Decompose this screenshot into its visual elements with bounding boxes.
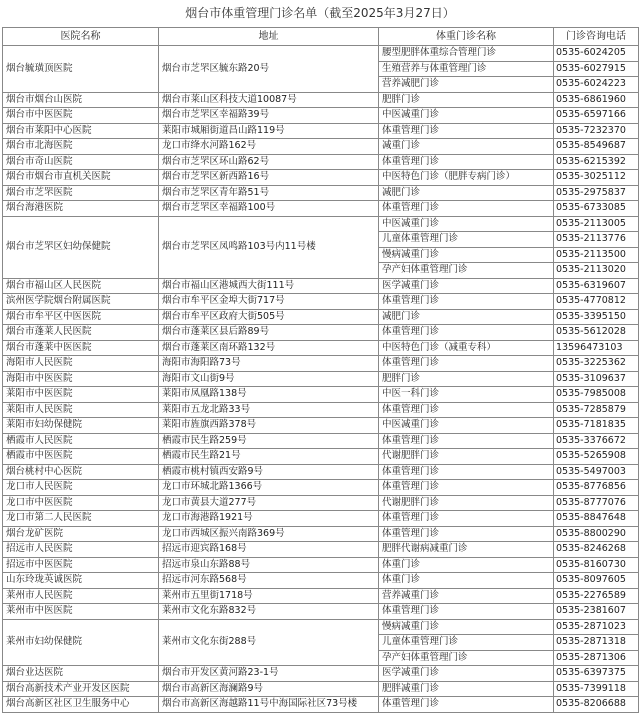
hospital-name: 烟台毓璜顶医院	[3, 46, 159, 93]
hospital-name: 烟台市蓬莱人民医院	[3, 325, 159, 341]
hospital-address: 莱州市文化东街288号	[159, 619, 379, 666]
clinic-name: 体重管理门诊	[379, 480, 554, 496]
clinic-name: 肥胖代谢病减重门诊	[379, 542, 554, 558]
clinic-phone: 0535-2381607	[554, 604, 639, 620]
clinic-phone: 0535-3225362	[554, 356, 639, 372]
clinic-phone: 0535-2113776	[554, 232, 639, 248]
table-row	[3, 46, 639, 62]
clinic-table	[2, 27, 639, 713]
page-title: 烟台市体重管理门诊名单（截至2025年3月27日）	[185, 6, 455, 20]
hospital-name: 烟台市福山区人民医院	[3, 278, 159, 294]
hospital-name: 烟台市奇山医院	[3, 154, 159, 170]
clinic-name: 减重门诊	[379, 139, 554, 155]
clinic-phone: 0535-6024223	[554, 77, 639, 93]
clinic-phone: 0535-8246268	[554, 542, 639, 558]
clinic-phone: 0535-8777076	[554, 495, 639, 511]
table-row	[3, 278, 639, 294]
table-row	[3, 418, 639, 434]
clinic-phone: 0535-7285879	[554, 402, 639, 418]
clinic-phone: 0535-6215392	[554, 154, 639, 170]
clinic-phone: 0535-2276589	[554, 588, 639, 604]
clinic-name: 体重管理门诊	[379, 325, 554, 341]
table-header-row	[3, 28, 639, 46]
clinic-phone: 0535-6027915	[554, 61, 639, 77]
clinic-phone: 0535-7232370	[554, 123, 639, 139]
table-row	[3, 433, 639, 449]
clinic-phone: 0535-2871023	[554, 619, 639, 635]
hospital-name: 龙口市中医医院	[3, 495, 159, 511]
clinic-name: 中医一科门诊	[379, 387, 554, 403]
table-row	[3, 511, 639, 527]
hospital-name: 烟台市烟台市直机关医院	[3, 170, 159, 186]
clinic-phone: 0535-8776856	[554, 480, 639, 496]
clinic-phone: 0535-2975837	[554, 185, 639, 201]
hospital-address: 烟台市牟平区金埠大街717号	[159, 294, 379, 310]
table-row	[3, 309, 639, 325]
table-row	[3, 666, 639, 682]
clinic-name: 减肥门诊	[379, 185, 554, 201]
clinic-phone: 0535-2113020	[554, 263, 639, 279]
hospital-address: 烟台市芝罘区新西路16号	[159, 170, 379, 186]
hospital-address: 烟台市芝罘区毓东路20号	[159, 46, 379, 93]
clinic-name: 中医减重门诊	[379, 108, 554, 124]
clinic-phone: 0535-6319607	[554, 278, 639, 294]
hospital-name: 莱阳市中医医院	[3, 387, 159, 403]
hospital-name: 莱州市人民医院	[3, 588, 159, 604]
hospital-address: 招远市泉山东路88号	[159, 557, 379, 573]
clinic-phone: 0535-5612028	[554, 325, 639, 341]
clinic-name: 体重管理门诊	[379, 294, 554, 310]
hospital-address: 龙口市海港路1921号	[159, 511, 379, 527]
table-row	[3, 216, 639, 232]
table-row	[3, 449, 639, 465]
table-row	[3, 681, 639, 697]
hospital-name: 莱州市妇幼保健院	[3, 619, 159, 666]
clinic-phone: 0535-6597166	[554, 108, 639, 124]
hospital-name: 招远市人民医院	[3, 542, 159, 558]
clinic-phone: 0535-3025112	[554, 170, 639, 186]
hospital-name: 烟台市芝罘区妇幼保健院	[3, 216, 159, 278]
clinic-name: 体重管理门诊	[379, 697, 554, 713]
hospital-name: 烟台市莱阳中心医院	[3, 123, 159, 139]
clinic-name: 体重管理门诊	[379, 433, 554, 449]
hospital-address: 莱州市文化东路832号	[159, 604, 379, 620]
hospital-name: 龙口市人民医院	[3, 480, 159, 496]
table-row	[3, 371, 639, 387]
clinic-name: 体重门诊	[379, 557, 554, 573]
clinic-phone: 0535-8097605	[554, 573, 639, 589]
table-row	[3, 170, 639, 186]
hospital-address: 龙口市西城区振兴南路369号	[159, 526, 379, 542]
hospital-name: 栖霞市中医医院	[3, 449, 159, 465]
table-row	[3, 604, 639, 620]
hospital-address: 栖霞市民生路259号	[159, 433, 379, 449]
hospital-name: 烟台海港医院	[3, 201, 159, 217]
table-row	[3, 619, 639, 635]
clinic-phone: 0535-5265908	[554, 449, 639, 465]
hospital-name: 烟台市北海医院	[3, 139, 159, 155]
clinic-name: 体重管理门诊	[379, 123, 554, 139]
hospital-name: 烟台市芝罘医院	[3, 185, 159, 201]
clinic-name: 生殖营养与体重管理门诊	[379, 61, 554, 77]
table-row	[3, 325, 639, 341]
clinic-name: 医学减重门诊	[379, 666, 554, 682]
clinic-phone: 0535-2113500	[554, 247, 639, 263]
clinic-name: 中医特色门诊（肥胖专病门诊）	[379, 170, 554, 186]
clinic-phone: 0535-5497003	[554, 464, 639, 480]
clinic-name: 慢病减重门诊	[379, 247, 554, 263]
clinic-phone: 13596473103	[554, 340, 639, 356]
clinic-name: 减肥门诊	[379, 309, 554, 325]
hospital-address: 海阳市海阳路73号	[159, 356, 379, 372]
clinic-phone: 0535-8847648	[554, 511, 639, 527]
clinic-phone: 0535-2871306	[554, 650, 639, 666]
clinic-name: 儿童体重管理门诊	[379, 232, 554, 248]
table-row	[3, 573, 639, 589]
clinic-name: 腰型肥胖体重综合管理门诊	[379, 46, 554, 62]
clinic-phone: 0535-3376672	[554, 433, 639, 449]
hospital-address: 莱州市五里街1718号	[159, 588, 379, 604]
table-row	[3, 464, 639, 480]
clinic-name: 体重管理门诊	[379, 511, 554, 527]
clinic-name: 体重管理门诊	[379, 402, 554, 418]
clinic-phone: 0535-6024205	[554, 46, 639, 62]
table-row	[3, 92, 639, 108]
table-row	[3, 340, 639, 356]
hospital-name: 烟台高新区社区卫生服务中心	[3, 697, 159, 713]
hospital-address: 海阳市文山街9号	[159, 371, 379, 387]
hospital-name: 山东玲珑英诚医院	[3, 573, 159, 589]
clinic-name: 孕产妇体重管理门诊	[379, 263, 554, 279]
table-row	[3, 185, 639, 201]
clinic-name: 体重管理门诊	[379, 526, 554, 542]
hospital-address: 龙口市环城北路1366号	[159, 480, 379, 496]
clinic-phone: 0535-3109637	[554, 371, 639, 387]
clinic-phone: 0535-2871318	[554, 635, 639, 651]
hospital-name: 烟台市中医医院	[3, 108, 159, 124]
clinic-name: 代谢肥胖门诊	[379, 449, 554, 465]
hospital-address: 烟台市芝罘区幸福路39号	[159, 108, 379, 124]
hospital-address: 烟台市牟平区政府大街505号	[159, 309, 379, 325]
clinic-phone: 0535-6861960	[554, 92, 639, 108]
hospital-address: 莱阳市城厢街道昌山路119号	[159, 123, 379, 139]
hospital-name: 莱阳市妇幼保健院	[3, 418, 159, 434]
table-body	[3, 46, 639, 713]
table-row	[3, 123, 639, 139]
hospital-address: 烟台市莱山区科技大道10087号	[159, 92, 379, 108]
header-phone: 门诊咨询电话	[554, 28, 639, 46]
hospital-name: 烟台龙矿医院	[3, 526, 159, 542]
clinic-name: 体重管理门诊	[379, 464, 554, 480]
hospital-address: 烟台市开发区黄河路23-1号	[159, 666, 379, 682]
clinic-name: 体重管理门诊	[379, 201, 554, 217]
hospital-address: 烟台市蓬莱区南环路132号	[159, 340, 379, 356]
table-row	[3, 201, 639, 217]
clinic-phone: 0535-3395150	[554, 309, 639, 325]
table-row	[3, 387, 639, 403]
clinic-name: 中医减重门诊	[379, 216, 554, 232]
hospital-name: 滨州医学院烟台附属医院	[3, 294, 159, 310]
clinic-phone: 0535-8206688	[554, 697, 639, 713]
hospital-address: 招远市河东路568号	[159, 573, 379, 589]
table-row	[3, 480, 639, 496]
hospital-address: 栖霞市民生路21号	[159, 449, 379, 465]
hospital-address: 烟台市芝罘区环山路62号	[159, 154, 379, 170]
hospital-name: 莱州市中医医院	[3, 604, 159, 620]
clinic-phone: 0535-8160730	[554, 557, 639, 573]
clinic-name: 体重管理门诊	[379, 154, 554, 170]
table-row	[3, 557, 639, 573]
table-row	[3, 542, 639, 558]
hospital-address: 招远市迎宾路168号	[159, 542, 379, 558]
hospital-name: 莱阳市人民医院	[3, 402, 159, 418]
table-row	[3, 697, 639, 713]
clinic-name: 肥胖门诊	[379, 371, 554, 387]
hospital-address: 烟台市福山区港城西大街111号	[159, 278, 379, 294]
hospital-address: 烟台市高新区海越路11号中海国际社区73号楼	[159, 697, 379, 713]
clinic-name: 营养减肥门诊	[379, 77, 554, 93]
hospital-address: 莱阳市五龙北路33号	[159, 402, 379, 418]
hospital-address: 龙口市绛水河路162号	[159, 139, 379, 155]
clinic-name: 儿童体重管理门诊	[379, 635, 554, 651]
hospital-address: 龙口市黄县大道277号	[159, 495, 379, 511]
clinic-phone: 0535-8800290	[554, 526, 639, 542]
clinic-phone: 0535-4770812	[554, 294, 639, 310]
hospital-address: 莱阳市旌旗西路378号	[159, 418, 379, 434]
hospital-name: 烟台市蓬莱中医医院	[3, 340, 159, 356]
hospital-name: 烟台高新技术产业开发区医院	[3, 681, 159, 697]
clinic-name: 医学减重门诊	[379, 278, 554, 294]
table-row	[3, 294, 639, 310]
table-row	[3, 402, 639, 418]
table-row	[3, 526, 639, 542]
clinic-phone: 0535-7399118	[554, 681, 639, 697]
hospital-name: 海阳市人民医院	[3, 356, 159, 372]
hospital-name: 烟台桃村中心医院	[3, 464, 159, 480]
clinic-name: 营养减重门诊	[379, 588, 554, 604]
hospital-address: 烟台市蓬莱区县后路89号	[159, 325, 379, 341]
hospital-address: 烟台市芝罘区幸福路100号	[159, 201, 379, 217]
table-row	[3, 154, 639, 170]
clinic-name: 慢病减重门诊	[379, 619, 554, 635]
table-row	[3, 495, 639, 511]
hospital-name: 海阳市中医医院	[3, 371, 159, 387]
hospital-name: 龙口市第二人民医院	[3, 511, 159, 527]
hospital-address: 烟台市芝罘区凤鸣路103号内11号楼	[159, 216, 379, 278]
clinic-name: 体重门诊	[379, 573, 554, 589]
header-address: 地址	[159, 28, 379, 46]
clinic-name: 肥胖门诊	[379, 92, 554, 108]
table-row	[3, 356, 639, 372]
hospital-address: 烟台市芝罘区青年路51号	[159, 185, 379, 201]
header-hospital-name: 医院名称	[3, 28, 159, 46]
clinic-name: 肥胖减重门诊	[379, 681, 554, 697]
hospital-address: 栖霞市桃村镇西安路9号	[159, 464, 379, 480]
hospital-address: 莱阳市凤凰路138号	[159, 387, 379, 403]
header-clinic-name: 体重门诊名称	[379, 28, 554, 46]
table-row	[3, 139, 639, 155]
clinic-phone: 0535-7985008	[554, 387, 639, 403]
clinic-name: 体重管理门诊	[379, 356, 554, 372]
clinic-name: 中医减重门诊	[379, 418, 554, 434]
clinic-phone: 0535-7181835	[554, 418, 639, 434]
clinic-name: 中医特色门诊（减重专科）	[379, 340, 554, 356]
clinic-phone: 0535-2113005	[554, 216, 639, 232]
clinic-name: 代谢肥胖门诊	[379, 495, 554, 511]
hospital-name: 栖霞市人民医院	[3, 433, 159, 449]
hospital-name: 招远市中医医院	[3, 557, 159, 573]
hospital-name: 烟台市烟台山医院	[3, 92, 159, 108]
hospital-name: 烟台市牟平区中医医院	[3, 309, 159, 325]
hospital-address: 烟台市高新区海澜路9号	[159, 681, 379, 697]
clinic-phone: 0535-6397375	[554, 666, 639, 682]
clinic-phone: 0535-8549687	[554, 139, 639, 155]
clinic-name: 体重管理门诊	[379, 604, 554, 620]
table-row	[3, 588, 639, 604]
clinic-phone: 0535-6733085	[554, 201, 639, 217]
clinic-name: 孕产妇体重管理门诊	[379, 650, 554, 666]
hospital-name: 烟台业达医院	[3, 666, 159, 682]
table-row	[3, 108, 639, 124]
